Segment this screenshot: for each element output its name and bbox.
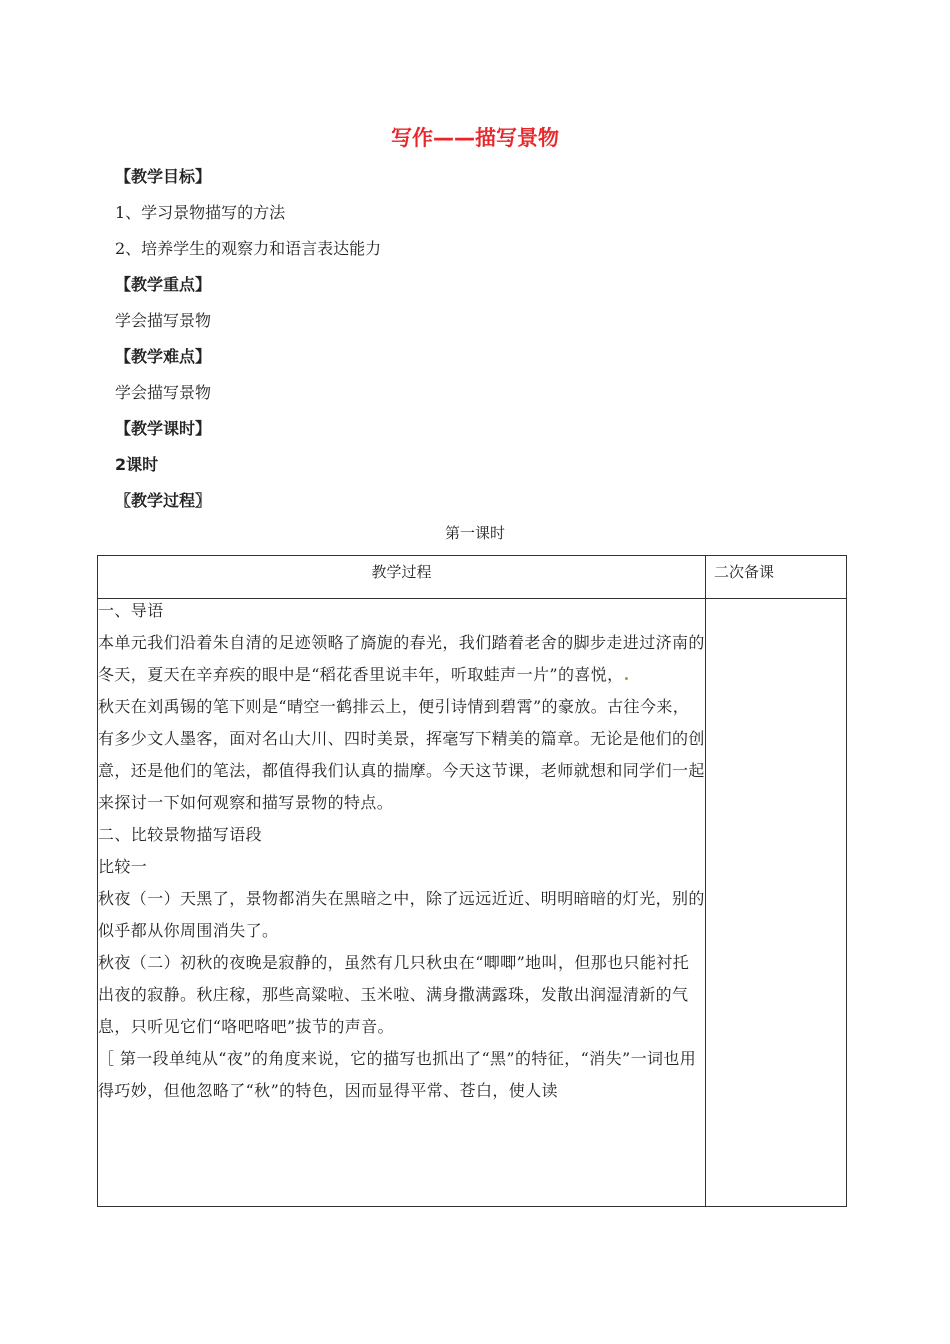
table-caption: 第一课时 xyxy=(444,524,505,542)
second-prep-cell xyxy=(706,599,847,1207)
difficulty-text: 学会描写景物 xyxy=(115,383,212,402)
paragraph-intro-part2: 秋天在刘禹锡的笔下则是“晴空一鹤排云上，便引诗情到碧霄”的豪放。古往今来，有多少文人墨客，面对名山大川、四时美景，挥毫写下精美的篇章。无论是他们的创意，还是他们的笔法，都值得我们认真的揣摩。今天这节课，老师就想和同学们一起来探讨一下如何观察和描写景物的特点。 xyxy=(98,697,705,812)
section-intro-heading: 一、导语 xyxy=(98,601,164,620)
hours-heading: 【教学课时】 xyxy=(115,419,212,438)
table-body-row xyxy=(98,599,847,1207)
col-header-process: 教学过程 xyxy=(98,556,706,599)
table-header-row xyxy=(98,556,847,599)
document-title: 写作——描写景物 xyxy=(391,126,559,150)
key-heading: 【教学重点】 xyxy=(115,275,212,294)
lesson-content-cell xyxy=(98,599,706,1207)
goal-item-2: 2、培养学生的观察力和语言表达能力 xyxy=(115,239,382,258)
compare-one-label: 比较一 xyxy=(98,857,148,876)
analysis-paragraph: ［ 第一段单纯从“夜”的角度来说，它的描写也抓出了“黑”的特征，“消失”一词也用得巧妙，但他忽略了“秋”的特色，因而显得平常、苍白，使人读 xyxy=(98,1049,697,1100)
col-header-second-prep: 二次备课 xyxy=(706,556,847,599)
paragraph-intro-part1: 本单元我们沿着朱自清的足迹领略了旖旎的春光，我们踏着老舍的脚步走进过济南的冬天，夏天在辛弃疾的眼中是“稻花香里说丰年，听取蛙声一片”的喜悦，. xyxy=(98,633,705,684)
key-text: 学会描写景物 xyxy=(115,311,212,330)
process-heading: 〖教学过程〗 xyxy=(115,491,212,510)
marker-dot: . xyxy=(623,665,630,684)
hours-text: 2课时 xyxy=(115,455,159,474)
autumn-night-two: 秋夜（二）初秋的夜晚是寂静的，虽然有几只秋虫在“唧唧”地叫，但那也只能衬托出夜的寂静。秋庄稼，那些高粱啦、玉米啦、满身撒满露珠，发散出润湿清新的气息，只听见它们“咯吧咯吧”拔节的声音。 xyxy=(98,953,690,1036)
goal-item-1: 1、学习景物描写的方法 xyxy=(115,203,286,222)
difficulty-heading: 【教学难点】 xyxy=(115,347,212,366)
section-compare-heading: 二、比较景物描写语段 xyxy=(98,825,263,844)
autumn-night-one: 秋夜（一）天黑了，景物都消失在黑暗之中，除了远远近近、明明暗暗的灯光，别的似乎都从你周围消失了。 xyxy=(98,889,705,940)
lesson-table xyxy=(97,555,847,1207)
goal-heading: 【教学目标】 xyxy=(115,167,212,186)
